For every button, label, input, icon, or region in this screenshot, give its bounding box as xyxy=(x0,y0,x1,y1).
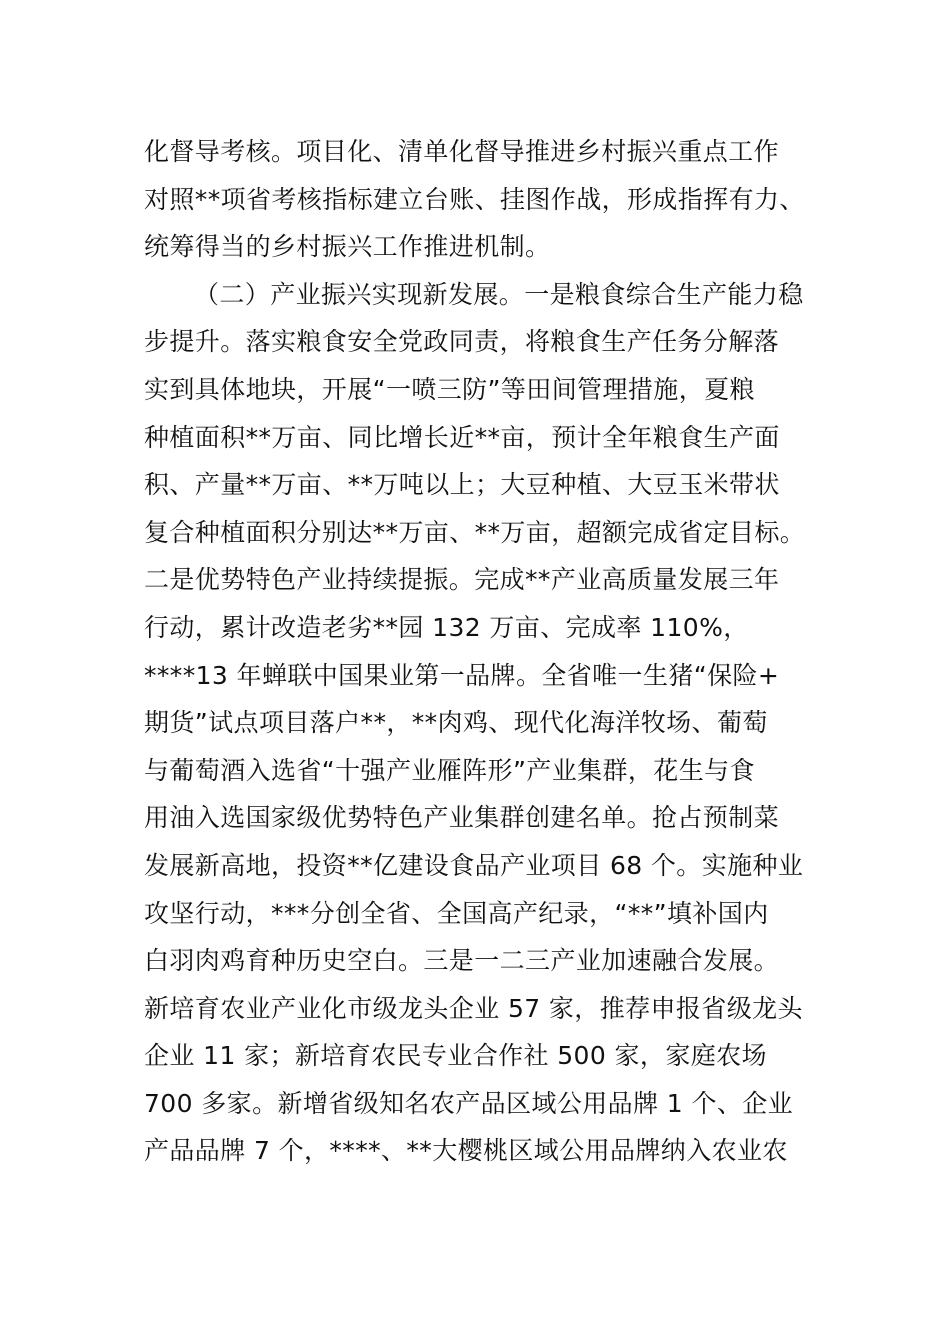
text-line: 步提升。落实粮食安全党政同责，将粮食生产任务分解落 xyxy=(144,327,780,357)
text-line: 实到具体地块，开展“一喷三防”等田间管理措施，夏粮 xyxy=(144,374,755,404)
text-line: 复合种植面积分别达**万亩、**万亩，超额完成省定目标。 xyxy=(144,517,806,547)
text-line: 期货”试点项目落户**，**肉鸡、现代化海洋牧场、葡萄 xyxy=(144,708,768,738)
text-line: 化督导考核。项目化、清单化督导推进乡村振兴重点工作 xyxy=(144,137,780,166)
text-line: 统筹得当的乡村振兴工作推进机制。 xyxy=(144,232,551,262)
text-line: 积、产量**万亩、**万吨以上；大豆种植、大豆玉米带状 xyxy=(144,470,780,500)
body-text xyxy=(144,128,824,1175)
text-line: 与葡萄酒入选省“十强产业雁阵形”产业集群，花生与食 xyxy=(144,755,755,785)
text-line: 企业 11 家；新培育农民专业合作社 500 家，家庭农场 xyxy=(144,1041,767,1071)
text-line: 700 多家。新增省级知名农产品区域公用品牌 1 个、企业 xyxy=(144,1088,794,1118)
section-heading-line: （二）产业振兴实现新发展。一是粮食综合生产能力稳 xyxy=(194,279,804,309)
text-line: 用油入选国家级优势特色产业集群创建名单。抢占预制菜 xyxy=(144,803,780,833)
text-line: 对照**项省考核指标建立台账、挂图作战，形成指挥有力、 xyxy=(144,184,805,214)
text-line: 发展新高地，投资**亿建设食品产业项目 68 个。实施种业 xyxy=(144,850,804,880)
text-line: 种植面积**万亩、同比增长近**亩，预计全年粮食生产面 xyxy=(144,422,780,452)
text-line: 行动，累计改造老劣**园 132 万亩、完成率 110%， xyxy=(144,612,749,642)
text-line: 二是优势特色产业持续提振。完成**产业高质量发展三年 xyxy=(144,565,780,595)
text-line: 白羽肉鸡育种历史空白。三是一二三产业加速融合发展。 xyxy=(144,946,780,976)
text-line: 攻坚行动，***分创全省、全国高产纪录，“**”填补国内 xyxy=(144,898,769,928)
text-line: 产品品牌 7 个，****、**大樱桃区域公用品牌纳入农业农 xyxy=(144,1136,788,1166)
text-line: ****13 年蝉联中国果业第一品牌。全省唯一生猪“保险+ xyxy=(144,660,780,690)
text-line: 新培育农业产业化市级龙头企业 57 家，推荐申报省级龙头 xyxy=(144,993,803,1023)
